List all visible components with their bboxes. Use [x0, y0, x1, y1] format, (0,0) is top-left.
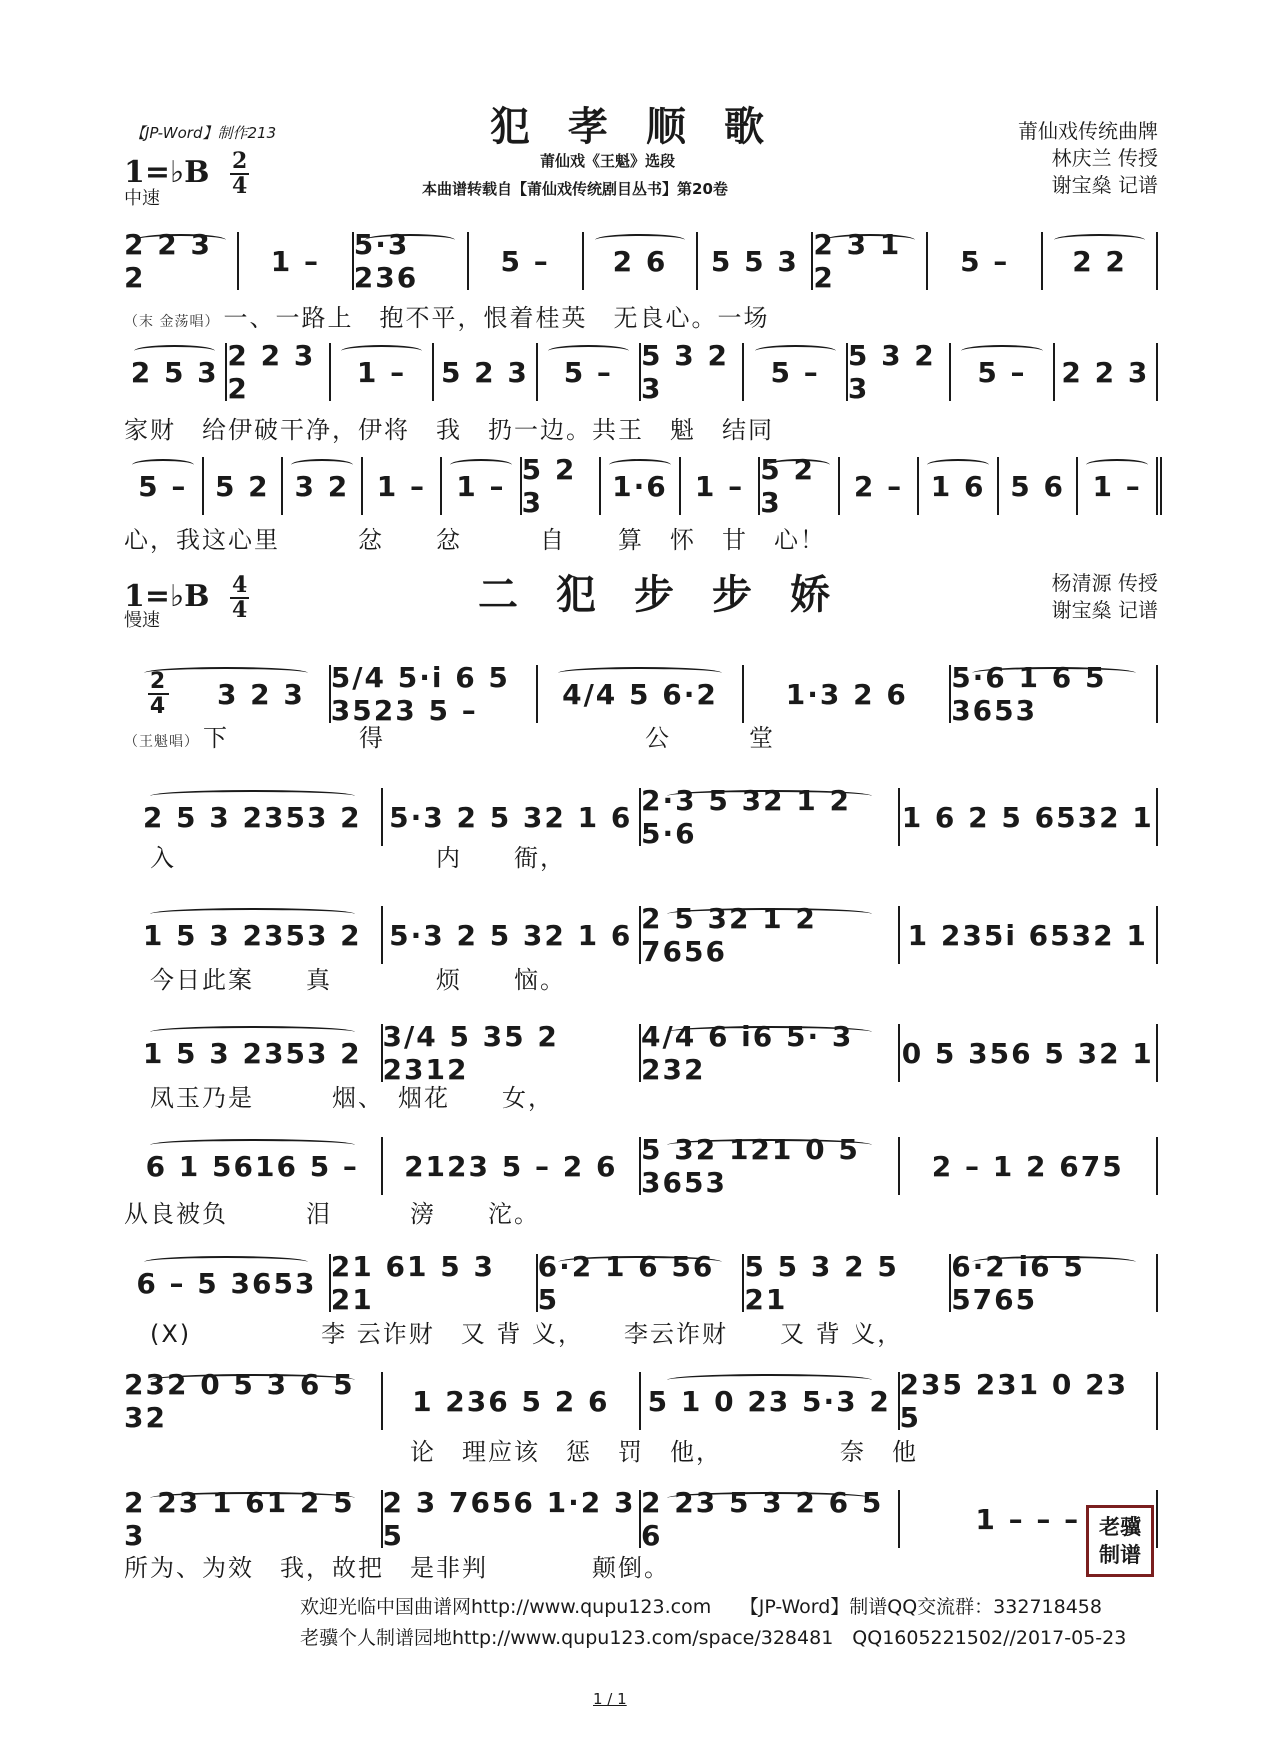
measure: 5·3 2 5 32 1 6	[381, 906, 640, 964]
measure: 1·6	[599, 457, 679, 515]
time-signature-2	[230, 574, 249, 622]
lyric-text: 入 内 衙，	[124, 844, 566, 872]
measure: 2 23 1 61 2 5 3	[124, 1490, 381, 1548]
measure: 2 23 5 3 2 6 5 6	[639, 1490, 898, 1548]
credit-line: 林庆兰 传授	[1051, 146, 1158, 170]
measure: 4/4 5 6·2	[536, 665, 743, 723]
lyric-line	[124, 838, 1156, 873]
singer-cue: （末 金荡唱）	[124, 314, 220, 330]
measure: 2 3 1 2	[811, 232, 926, 290]
lyric-line	[124, 718, 1156, 753]
credit-line: 杨清源 传授	[1051, 571, 1158, 595]
footer-line-1: 欢迎光临中国曲谱网http://www.qupu123.com 【JP-Word】制谱QQ交流群：332718458	[300, 1596, 1102, 1618]
measure: 5 –	[124, 457, 202, 515]
lyric-text: 今日此案 真 烦 恼。	[124, 966, 566, 994]
measure: 1 235i 6532 1	[898, 906, 1157, 964]
measure: 2·3 5 32 1 2 5·6	[639, 788, 898, 846]
staff-line	[124, 228, 1158, 294]
measure: 2 2	[1041, 232, 1156, 290]
measure	[124, 665, 329, 723]
time-denominator: 4	[231, 173, 248, 199]
measure: 2 5 3	[124, 343, 225, 401]
tempo-marking: 中速	[124, 188, 160, 209]
measure: 1 –	[1076, 457, 1156, 515]
measure: 5·3 236	[352, 232, 467, 290]
lyric-line	[124, 1194, 1156, 1229]
lyric-text: 一、一路上 抱不平，恨着桂英 无良心。一场	[223, 304, 770, 332]
lyric-line	[124, 1078, 1156, 1113]
source-note: 本曲谱转载自【莆仙戏传统剧目丛书】第20卷	[422, 180, 728, 198]
lyric-text: 心，我这心里 忿 忿 自 算 怀 甘 心！	[124, 526, 826, 554]
measure: 2 3 7656 1·2 3 5	[381, 1490, 640, 1548]
measure: 5 6	[997, 457, 1077, 515]
staff-line	[124, 339, 1158, 405]
measure: 5 5 3	[696, 232, 811, 290]
measure: 1 –	[440, 457, 520, 515]
lyric-text: 家财 给伊破干净，伊将 我 扔一边。共王 魁 结同	[124, 416, 774, 444]
measure: 5 2	[202, 457, 282, 515]
lyric-line	[124, 1548, 1156, 1583]
measure: 5 3 2 3	[846, 343, 949, 401]
measure: 0 5 356 5 32 1	[898, 1024, 1157, 1082]
key-text: 1=♭B	[124, 155, 210, 190]
footer-line-2: 老骥个人制谱园地http://www.qupu123.com/space/328481 QQ1605221502//2017-05-23	[300, 1627, 1127, 1649]
lyric-line	[124, 520, 1156, 555]
credit-line: 莆仙戏传统曲牌	[1018, 119, 1158, 143]
seal-text: 老骥	[1099, 1515, 1141, 1539]
measure: 5 –	[949, 343, 1052, 401]
measure: 5 5 3 2 5 21	[742, 1254, 949, 1312]
maker-mark: 【JP-Word】制作213	[130, 124, 277, 142]
measure: 5·6 1 6 5 3653	[949, 665, 1156, 723]
measure: 1 –	[361, 457, 441, 515]
measure: 5 –	[742, 343, 845, 401]
measure: 4/4 6 i6 5· 3 232	[639, 1024, 898, 1082]
lyric-line	[124, 298, 1156, 333]
staff-line	[124, 1368, 1158, 1434]
measure: 3 2	[281, 457, 361, 515]
lyric-text: 下 得 公 堂	[203, 724, 775, 752]
measure: 5 –	[467, 232, 582, 290]
measure: 5 3 2 3	[639, 343, 742, 401]
measure: 6 1 5616 5 –	[124, 1137, 381, 1195]
staff-line	[124, 1486, 1158, 1552]
maker-seal	[1086, 1505, 1154, 1577]
credits-block	[1018, 118, 1158, 199]
page-title: 犯孝顺歌	[490, 103, 802, 150]
measure: 2 –	[838, 457, 918, 515]
measure: 1 236 5 2 6	[381, 1372, 640, 1430]
measure: 5 –	[926, 232, 1041, 290]
measure: 5 32 121 0 5 3653	[639, 1137, 898, 1195]
measure: 1·3 2 6	[742, 665, 949, 723]
measure: 1 5 3 2353 2	[124, 906, 381, 964]
measure: 5 1 0 23 5·3 2	[639, 1372, 898, 1430]
measure: 5/4 5·i 6 5 3523 5 –	[329, 665, 536, 723]
staff-line	[124, 1250, 1158, 1316]
lyric-line	[124, 1432, 1156, 1467]
singer-cue: （王魁唱）	[124, 734, 199, 750]
page-number: 1 / 1	[593, 1690, 627, 1708]
measure: 1 6	[917, 457, 997, 515]
measure: 232 0 5 3 6 5 32	[124, 1372, 381, 1430]
measure: 2123 5 – 2 6	[381, 1137, 640, 1195]
measure: 2 – 1 2 675	[898, 1137, 1157, 1195]
measure: 5 2 3	[520, 457, 600, 515]
measure: 1 6 2 5 6532 1	[898, 788, 1157, 846]
inline-time-signature	[148, 670, 169, 718]
measure: 3/4 5 35 2 2312	[381, 1024, 640, 1082]
measure: 2 6	[582, 232, 697, 290]
measure: 5·3 2 5 32 1 6	[381, 788, 640, 846]
key-text: 1=♭B	[124, 579, 210, 614]
lyric-line	[124, 960, 1156, 995]
time-numerator: 2	[149, 669, 168, 694]
subtitle: 莆仙戏《王魁》选段	[540, 152, 676, 170]
measure: 6·2 i6 5 5765	[949, 1254, 1156, 1312]
lyric-text: 所为、为效 我，故把 是非判 颠倒。	[124, 1554, 670, 1582]
measure: 6·2 1 6 56 5	[536, 1254, 743, 1312]
lyric-text: 从良被负 泪 滂 沱。	[124, 1200, 540, 1228]
measure: 1 5 3 2353 2	[124, 1024, 381, 1082]
lyric-text: (X) 李 云诈财 又 背 义， 李云诈财 又 背 义，	[124, 1320, 904, 1348]
measure: 5 2 3	[758, 457, 838, 515]
time-numerator: 2	[231, 148, 248, 174]
lyric-line	[124, 410, 1156, 445]
measure: 1 –	[237, 232, 352, 290]
measure-notes: 3 2 3	[216, 677, 305, 711]
measure: 235 231 0 23 5	[898, 1372, 1157, 1430]
credits-block-2	[1052, 570, 1158, 624]
lyric-line	[124, 1314, 1156, 1349]
credit-line: 谢宝燊 记谱	[1051, 598, 1158, 622]
measure: 6 – 5 3653	[124, 1254, 329, 1312]
measure: 2 5 3 2353 2	[124, 788, 381, 846]
measure: 1 –	[679, 457, 759, 515]
time-denominator: 4	[149, 694, 168, 719]
staff-line	[124, 902, 1158, 968]
measure: 2 2 3 2	[225, 343, 328, 401]
staff-line	[124, 453, 1162, 519]
measure: 2 5 32 1 2 7656	[639, 906, 898, 964]
time-numerator: 4	[231, 572, 248, 598]
time-signature	[230, 150, 249, 198]
measure: 1 –	[329, 343, 432, 401]
measure: 2 2 3 2	[124, 232, 237, 290]
time-denominator: 4	[231, 597, 248, 623]
lyric-text: 论 理应该 惩 罚 他， 奈 他	[124, 1438, 918, 1466]
tempo-marking-2: 慢速	[124, 610, 160, 631]
seal-text: 制谱	[1099, 1543, 1141, 1567]
credit-line: 谢宝燊 记谱	[1051, 173, 1158, 197]
measure: 21 61 5 3 21	[329, 1254, 536, 1312]
measure: 2 2 3	[1053, 343, 1156, 401]
staff-line	[124, 661, 1158, 727]
section-title: 二犯步步娇	[478, 571, 868, 618]
lyric-text: 凤玉乃是 烟、 烟花 女，	[124, 1084, 554, 1112]
measure: 5 2 3	[432, 343, 535, 401]
measure: 1 – – –	[898, 1490, 1157, 1548]
staff-line	[124, 1020, 1158, 1086]
staff-line	[124, 1133, 1158, 1199]
measure: 5 –	[536, 343, 639, 401]
